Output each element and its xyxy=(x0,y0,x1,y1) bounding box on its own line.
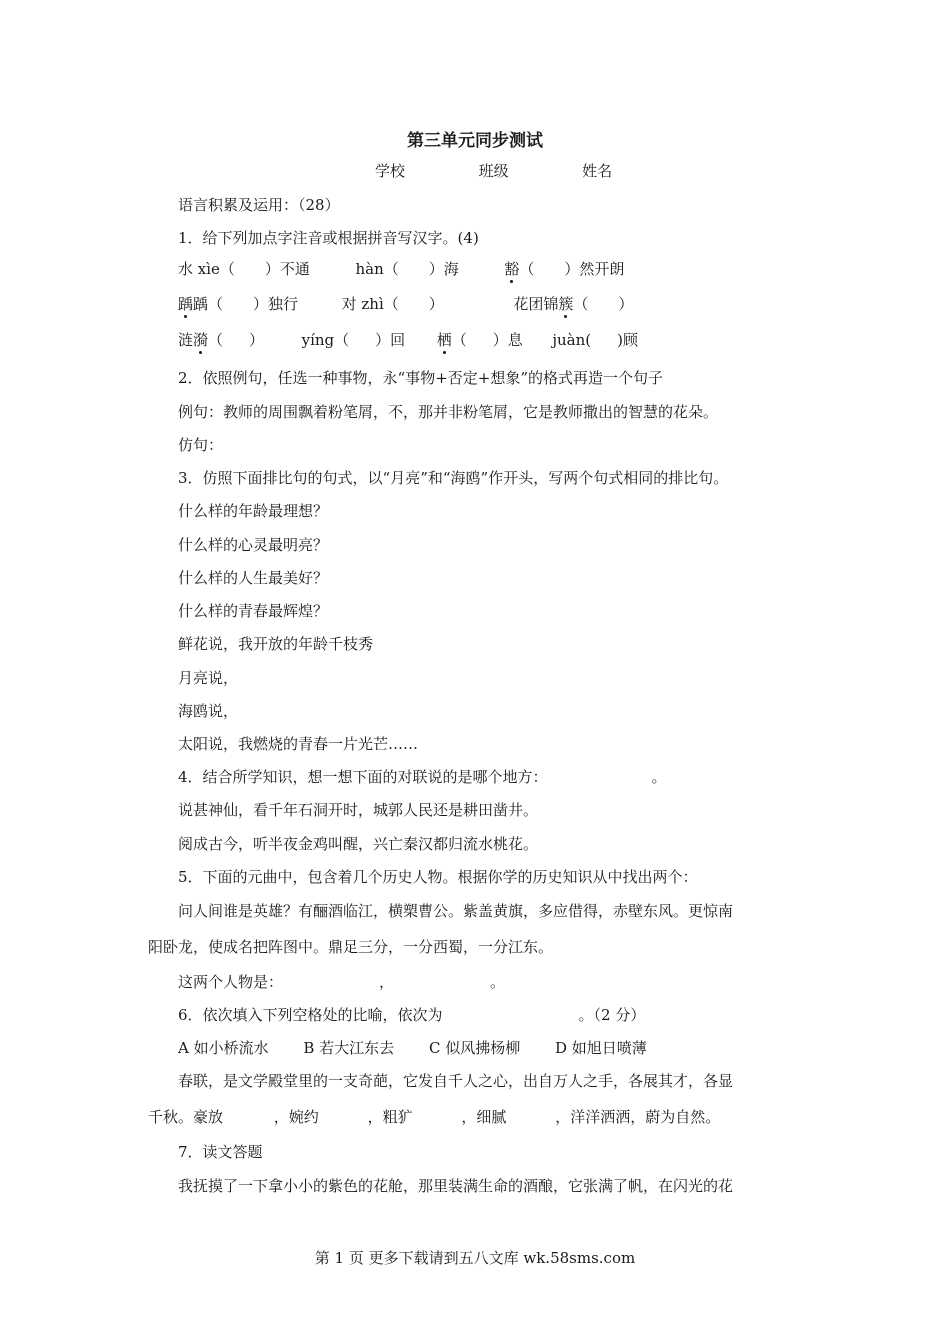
blank-item: ）不通 xyxy=(264,260,310,278)
comma: ， xyxy=(379,973,395,991)
blank-item: 涟 xyxy=(178,331,194,349)
question-6-options xyxy=(178,1038,647,1058)
dotted-char: 簇 xyxy=(558,295,574,313)
page-title: 第三单元同步测试 xyxy=(407,131,543,151)
question-3-prompt: 3．仿照下面排比句的句式，以“月亮”和“海鸥”作开头，写两个句式相同的排比句。 xyxy=(178,469,729,487)
blank-item: ）回 xyxy=(375,331,406,349)
passage-text: ，粗犷 xyxy=(367,1108,413,1126)
blank-item: ）独行 xyxy=(253,295,299,313)
question-4-prompt xyxy=(178,767,667,787)
blank-item: yíng（ xyxy=(301,331,350,349)
passage-text: ，婉约 xyxy=(273,1108,319,1126)
question-2-imitate: 仿句： xyxy=(178,436,224,454)
question-1-row-3 xyxy=(178,330,638,350)
blank-item: 水 xìe（ xyxy=(178,260,235,278)
blank-item: （ xyxy=(208,331,224,349)
name-label: 姓名 xyxy=(582,162,613,180)
passage-text: ，细腻 xyxy=(461,1108,507,1126)
section-heading: 语言积累及运用：（28） xyxy=(178,196,340,214)
blank-item: ）然开朗 xyxy=(564,260,625,278)
question-1-prompt: 1．给下列加点字注音或根据拼音写汉字。(4) xyxy=(178,229,479,247)
question-6-passage-blanks xyxy=(148,1107,720,1127)
question-1-row-1 xyxy=(178,259,624,279)
blank-item: 对 zhì（ xyxy=(341,295,399,313)
blank-item: （ xyxy=(451,331,467,349)
dotted-char: 豁 xyxy=(504,260,520,278)
question-3-line: 什么样的年龄最理想？ xyxy=(178,502,329,520)
passage-text: ，洋洋洒洒，蔚为自然。 xyxy=(555,1108,721,1126)
blank-item: ） xyxy=(428,295,444,313)
question-4-text: 4．结合所学知识，想一想下面的对联说的是哪个地方： xyxy=(178,768,548,786)
question-6-prompt xyxy=(178,1005,645,1025)
dotted-char: 漪 xyxy=(193,331,209,349)
blank-item: 踽（ xyxy=(193,295,224,313)
question-2-example: 例句：教师的周围飘着粉笔屑，不，那并非粉笔屑，它是教师撒出的智慧的花朵。 xyxy=(178,403,719,421)
period: 。 xyxy=(651,768,667,786)
question-5-answer xyxy=(178,972,505,992)
blank-item: （ xyxy=(519,260,535,278)
question-5-passage: 阳卧龙，使成名把阵图中。鼎足三分，一分西蜀，一分江东。 xyxy=(148,938,554,956)
option-c: C 似风拂杨柳 xyxy=(428,1039,521,1057)
question-2-prompt: 2．依照例句，任选一种事物，永“事物+否定+想象”的格式再造一个句子 xyxy=(178,369,664,387)
blank-item: ）海 xyxy=(428,260,459,278)
student-info-header xyxy=(375,161,612,181)
blank-item: ）息 xyxy=(492,331,523,349)
blank-item: ） xyxy=(249,331,265,349)
question-7-prompt: 7．读文答题 xyxy=(178,1143,263,1161)
option-a: A 如小桥流水 xyxy=(178,1039,269,1057)
passage-text: 千秋。豪放 xyxy=(148,1108,224,1126)
blank-item: hàn（ xyxy=(355,260,399,278)
question-3-line: 鲜花说，我开放的年龄千枝秀 xyxy=(178,635,374,653)
dotted-char: 栖 xyxy=(436,331,452,349)
question-7-passage: 我抚摸了一下拿小小的紫色的花舱，那里装满生命的酒酿，它张满了帆，在闪光的花 xyxy=(178,1177,734,1195)
score: 。（2 分） xyxy=(578,1006,646,1024)
question-3-line: 什么样的青春最辉煌？ xyxy=(178,602,329,620)
question-3-line: 海鸥说， xyxy=(178,702,239,720)
couplet-line-2: 阅成古今，听半夜金鸡叫醒，兴亡秦汉都归流水桃花。 xyxy=(178,835,539,853)
question-6-text: 6．依次填入下列空格处的比喻，依次为 xyxy=(178,1006,443,1024)
blank-item: ） xyxy=(618,295,634,313)
blank-item: 花团锦 xyxy=(513,295,559,313)
option-b: B 若大江东去 xyxy=(303,1039,395,1057)
question-6-passage: 春联，是文学殿堂里的一支奇葩，它发自千人之心，出自万人之手，各展其才，各显 xyxy=(178,1072,734,1090)
blank-item: juàn( xyxy=(552,331,592,349)
blank-item: （ xyxy=(573,295,589,313)
answer-label: 这两个人物是： xyxy=(178,973,284,991)
question-3-line: 什么样的心灵最明亮？ xyxy=(178,536,329,554)
blank-item: )顾 xyxy=(617,331,638,349)
question-3-line: 什么样的人生最美好？ xyxy=(178,569,329,587)
question-1-row-2 xyxy=(178,294,633,314)
class-label: 班级 xyxy=(478,162,509,180)
period: 。 xyxy=(490,973,506,991)
school-label: 学校 xyxy=(375,162,406,180)
couplet-line-1: 说甚神仙，看千年石洞开时，城郭人民还是耕田凿井。 xyxy=(178,801,539,819)
question-5-prompt: 5．下面的元曲中，包含着几个历史人物。根据你学的历史知识从中找出两个： xyxy=(178,868,698,886)
question-3-line: 太阳说，我燃烧的青春一片光芒…… xyxy=(178,735,419,753)
dotted-char: 踽 xyxy=(178,295,194,313)
question-3-line: 月亮说， xyxy=(178,669,239,687)
question-5-passage: 问人间谁是英雄？有酾酒临江，横槊曹公。紫盖黄旗，多应借得，赤壁东风。更惊南 xyxy=(178,902,734,920)
option-d: D 如旭日喷薄 xyxy=(555,1039,647,1057)
page-footer: 第 1 页 更多下载请到五八文库 wk.58sms.com xyxy=(314,1249,636,1267)
